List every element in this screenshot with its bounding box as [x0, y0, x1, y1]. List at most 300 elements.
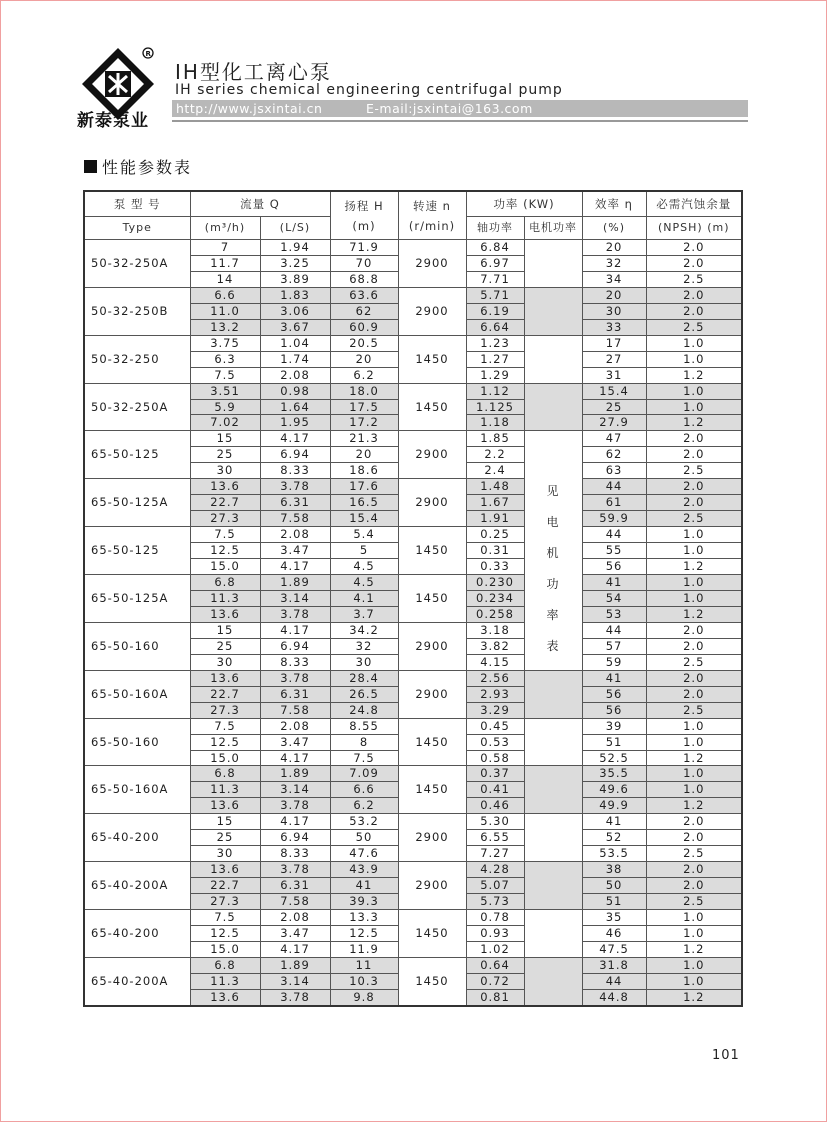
- efficiency-cell: 56: [582, 702, 646, 718]
- npsh-cell: 2.0: [646, 830, 742, 846]
- npsh-cell: 2.5: [646, 319, 742, 335]
- npsh-cell: 1.2: [646, 989, 742, 1005]
- flow-ls-cell: 1.83: [260, 287, 330, 303]
- head-cell: 5: [330, 543, 398, 559]
- flow-m3h-cell: 12.5: [190, 543, 260, 559]
- npsh-cell: 1.2: [646, 559, 742, 575]
- shaft-power-cell: 0.230: [466, 575, 524, 591]
- flow-m3h-cell: 27.3: [190, 511, 260, 527]
- flow-ls-cell: 3.78: [260, 606, 330, 622]
- speed-cell: 1450: [398, 335, 466, 383]
- motor-power-cell: [524, 814, 582, 862]
- flow-ls-cell: 7.58: [260, 511, 330, 527]
- npsh-cell: 2.0: [646, 431, 742, 447]
- efficiency-cell: 52.5: [582, 750, 646, 766]
- shaft-power-cell: 0.58: [466, 750, 524, 766]
- table-row: [84, 910, 742, 926]
- shaft-power-cell: 2.4: [466, 463, 524, 479]
- npsh-cell: 2.0: [646, 287, 742, 303]
- flow-m3h-cell: 7.5: [190, 718, 260, 734]
- model-cell: 50-32-250A: [84, 383, 190, 431]
- efficiency-cell: 52: [582, 830, 646, 846]
- shaft-power-cell: 1.48: [466, 479, 524, 495]
- speed-cell: 1450: [398, 383, 466, 431]
- header-flow-m3h: (m³/h): [190, 217, 260, 240]
- flow-ls-cell: 6.31: [260, 878, 330, 894]
- speed-cell: 1450: [398, 527, 466, 575]
- flow-ls-cell: 8.33: [260, 654, 330, 670]
- flow-ls-cell: 1.89: [260, 957, 330, 973]
- head-cell: 15.4: [330, 511, 398, 527]
- table-row: [84, 766, 742, 782]
- efficiency-cell: 31.8: [582, 957, 646, 973]
- efficiency-cell: 41: [582, 575, 646, 591]
- flow-m3h-cell: 11.3: [190, 590, 260, 606]
- shaft-power-cell: 5.73: [466, 894, 524, 910]
- head-cell: 17.2: [330, 415, 398, 431]
- motor-power-cell: [524, 287, 582, 335]
- shaft-power-cell: 0.93: [466, 925, 524, 941]
- speed-cell: 2900: [398, 622, 466, 670]
- shaft-power-cell: 1.18: [466, 415, 524, 431]
- flow-ls-cell: 6.94: [260, 638, 330, 654]
- shaft-power-cell: 0.31: [466, 543, 524, 559]
- shaft-power-cell: 3.18: [466, 622, 524, 638]
- flow-ls-cell: 3.14: [260, 782, 330, 798]
- efficiency-cell: 56: [582, 686, 646, 702]
- flow-m3h-cell: 13.6: [190, 479, 260, 495]
- head-cell: 30: [330, 654, 398, 670]
- head-cell: 6.2: [330, 367, 398, 383]
- shaft-power-cell: 5.07: [466, 878, 524, 894]
- npsh-cell: 1.0: [646, 910, 742, 926]
- flow-m3h-cell: 13.2: [190, 319, 260, 335]
- speed-cell: 1450: [398, 575, 466, 623]
- flow-ls-cell: 7.58: [260, 894, 330, 910]
- npsh-cell: 2.0: [646, 303, 742, 319]
- motor-power-cell: [524, 383, 582, 431]
- model-cell: 65-50-160A: [84, 670, 190, 718]
- head-cell: 11.9: [330, 941, 398, 957]
- table-row: [84, 240, 742, 256]
- head-cell: 32: [330, 638, 398, 654]
- flow-m3h-cell: 6.6: [190, 287, 260, 303]
- page-title-cn: IH型化工离心泵: [175, 60, 332, 84]
- npsh-cell: 1.0: [646, 335, 742, 351]
- shaft-power-cell: 0.41: [466, 782, 524, 798]
- flow-m3h-cell: 25: [190, 638, 260, 654]
- head-cell: 20: [330, 447, 398, 463]
- flow-ls-cell: 1.89: [260, 575, 330, 591]
- model-cell: 65-50-125: [84, 527, 190, 575]
- shaft-power-cell: 7.71: [466, 271, 524, 287]
- efficiency-cell: 33: [582, 319, 646, 335]
- npsh-cell: 1.0: [646, 399, 742, 415]
- shaft-power-cell: 3.82: [466, 638, 524, 654]
- flow-ls-cell: 3.78: [260, 798, 330, 814]
- npsh-cell: 1.0: [646, 766, 742, 782]
- flow-m3h-cell: 6.3: [190, 351, 260, 367]
- flow-m3h-cell: 22.7: [190, 495, 260, 511]
- efficiency-cell: 34: [582, 271, 646, 287]
- npsh-cell: 1.0: [646, 718, 742, 734]
- shaft-power-cell: 5.30: [466, 814, 524, 830]
- flow-m3h-cell: 13.6: [190, 670, 260, 686]
- flow-m3h-cell: 15.0: [190, 941, 260, 957]
- model-cell: 50-32-250A: [84, 240, 190, 288]
- flow-m3h-cell: 7.5: [190, 910, 260, 926]
- npsh-cell: 1.0: [646, 973, 742, 989]
- flow-m3h-cell: 25: [190, 447, 260, 463]
- efficiency-cell: 57: [582, 638, 646, 654]
- efficiency-cell: 32: [582, 255, 646, 271]
- model-cell: 65-40-200A: [84, 957, 190, 1005]
- speed-cell: 2900: [398, 240, 466, 288]
- npsh-cell: 2.5: [646, 702, 742, 718]
- efficiency-cell: 17: [582, 335, 646, 351]
- head-cell: 3.7: [330, 606, 398, 622]
- head-cell: 41: [330, 878, 398, 894]
- efficiency-cell: 51: [582, 734, 646, 750]
- shaft-power-cell: 1.23: [466, 335, 524, 351]
- shaft-power-cell: 7.27: [466, 846, 524, 862]
- npsh-cell: 1.2: [646, 415, 742, 431]
- shaft-power-cell: 0.81: [466, 989, 524, 1005]
- shaft-power-cell: 0.46: [466, 798, 524, 814]
- npsh-cell: 2.0: [646, 862, 742, 878]
- head-cell: 12.5: [330, 925, 398, 941]
- flow-m3h-cell: 7.02: [190, 415, 260, 431]
- efficiency-cell: 61: [582, 495, 646, 511]
- flow-m3h-cell: 7.5: [190, 527, 260, 543]
- header-head-unit: (m): [352, 218, 376, 233]
- npsh-cell: 2.0: [646, 638, 742, 654]
- flow-ls-cell: 8.33: [260, 463, 330, 479]
- efficiency-cell: 38: [582, 862, 646, 878]
- flow-ls-cell: 3.78: [260, 989, 330, 1005]
- head-cell: 20: [330, 351, 398, 367]
- section-title: 性能参数表: [102, 158, 193, 177]
- flow-m3h-cell: 27.3: [190, 702, 260, 718]
- section-bullet-icon: [84, 160, 97, 173]
- shaft-power-cell: 0.64: [466, 957, 524, 973]
- flow-ls-cell: 7.58: [260, 702, 330, 718]
- table-row: [84, 527, 742, 543]
- npsh-cell: 1.0: [646, 782, 742, 798]
- flow-ls-cell: 2.08: [260, 527, 330, 543]
- flow-m3h-cell: 12.5: [190, 734, 260, 750]
- motor-power-cell: [524, 766, 582, 814]
- flow-ls-cell: 3.78: [260, 862, 330, 878]
- header-power: 功率 (KW): [466, 191, 582, 217]
- model-cell: 65-50-160A: [84, 766, 190, 814]
- npsh-cell: 2.0: [646, 622, 742, 638]
- flow-m3h-cell: 11.7: [190, 255, 260, 271]
- header-flow: 流量 Q: [190, 191, 330, 217]
- head-cell: 20.5: [330, 335, 398, 351]
- head-cell: 26.5: [330, 686, 398, 702]
- flow-m3h-cell: 13.6: [190, 798, 260, 814]
- efficiency-cell: 41: [582, 670, 646, 686]
- page-title-en: IH series chemical engineering centrifugal pump: [175, 82, 563, 98]
- model-cell: 65-50-125A: [84, 479, 190, 527]
- efficiency-cell: 35: [582, 910, 646, 926]
- header-speed-unit: (r/min): [408, 218, 456, 233]
- efficiency-cell: 20: [582, 287, 646, 303]
- head-cell: 6.6: [330, 782, 398, 798]
- efficiency-cell: 35.5: [582, 766, 646, 782]
- flow-m3h-cell: 30: [190, 463, 260, 479]
- speed-cell: 2900: [398, 814, 466, 862]
- npsh-cell: 1.0: [646, 925, 742, 941]
- efficiency-cell: 55: [582, 543, 646, 559]
- npsh-cell: 1.0: [646, 543, 742, 559]
- npsh-cell: 2.5: [646, 654, 742, 670]
- npsh-cell: 1.0: [646, 351, 742, 367]
- table-row: [84, 479, 742, 495]
- head-cell: 18.0: [330, 383, 398, 399]
- website-link[interactable]: http://www.jsxintai.cn: [176, 101, 323, 116]
- flow-m3h-cell: 22.7: [190, 878, 260, 894]
- efficiency-cell: 31: [582, 367, 646, 383]
- shaft-power-cell: 1.12: [466, 383, 524, 399]
- performance-table-wrapper: [83, 190, 741, 1008]
- flow-m3h-cell: 6.8: [190, 766, 260, 782]
- header-npsh-unit: (NPSH) (m): [646, 217, 742, 240]
- head-cell: 11: [330, 957, 398, 973]
- shaft-power-cell: 1.125: [466, 399, 524, 415]
- efficiency-cell: 49.6: [582, 782, 646, 798]
- flow-m3h-cell: 7.5: [190, 367, 260, 383]
- head-cell: 53.2: [330, 814, 398, 830]
- flow-m3h-cell: 15.0: [190, 750, 260, 766]
- flow-ls-cell: 3.47: [260, 543, 330, 559]
- svg-text:R: R: [145, 50, 151, 58]
- shaft-power-cell: 1.02: [466, 941, 524, 957]
- flow-ls-cell: 3.47: [260, 734, 330, 750]
- speed-cell: 1450: [398, 766, 466, 814]
- npsh-cell: 1.0: [646, 957, 742, 973]
- flow-m3h-cell: 12.5: [190, 925, 260, 941]
- shaft-power-cell: 2.2: [466, 447, 524, 463]
- npsh-cell: 2.0: [646, 670, 742, 686]
- table-row: [84, 957, 742, 973]
- motor-power-cell: [524, 718, 582, 766]
- efficiency-cell: 44: [582, 527, 646, 543]
- flow-ls-cell: 3.67: [260, 319, 330, 335]
- performance-table-body: [84, 240, 742, 1006]
- flow-ls-cell: 4.17: [260, 431, 330, 447]
- head-cell: 7.09: [330, 766, 398, 782]
- flow-m3h-cell: 30: [190, 654, 260, 670]
- shaft-power-cell: 0.72: [466, 973, 524, 989]
- npsh-cell: 2.0: [646, 447, 742, 463]
- head-cell: 71.9: [330, 240, 398, 256]
- efficiency-cell: 15.4: [582, 383, 646, 399]
- efficiency-cell: 63: [582, 463, 646, 479]
- npsh-cell: 2.0: [646, 495, 742, 511]
- head-cell: 18.6: [330, 463, 398, 479]
- model-cell: 65-40-200: [84, 814, 190, 862]
- model-cell: 65-50-125: [84, 431, 190, 479]
- header-npsh: 必需汽蚀余量: [646, 191, 742, 217]
- speed-cell: 1450: [398, 718, 466, 766]
- model-cell: 65-50-160: [84, 622, 190, 670]
- flow-ls-cell: 6.31: [260, 686, 330, 702]
- npsh-cell: 2.5: [646, 846, 742, 862]
- flow-m3h-cell: 15: [190, 622, 260, 638]
- table-row: [84, 431, 742, 447]
- shaft-power-cell: 0.234: [466, 590, 524, 606]
- efficiency-cell: 39: [582, 718, 646, 734]
- shaft-power-cell: 1.85: [466, 431, 524, 447]
- model-cell: 65-50-160: [84, 718, 190, 766]
- shaft-power-cell: 1.91: [466, 511, 524, 527]
- flow-ls-cell: 4.17: [260, 559, 330, 575]
- npsh-cell: 2.0: [646, 240, 742, 256]
- shaft-power-cell: 5.71: [466, 287, 524, 303]
- flow-ls-cell: 1.89: [260, 766, 330, 782]
- flow-m3h-cell: 15: [190, 814, 260, 830]
- head-cell: 10.3: [330, 973, 398, 989]
- head-cell: 50: [330, 830, 398, 846]
- flow-ls-cell: 3.89: [260, 271, 330, 287]
- npsh-cell: 2.5: [646, 894, 742, 910]
- logo-text: 新泰泵业: [77, 111, 149, 131]
- efficiency-cell: 62: [582, 447, 646, 463]
- shaft-power-cell: 6.97: [466, 255, 524, 271]
- motor-note-char: 机: [546, 545, 560, 560]
- npsh-cell: 2.5: [646, 271, 742, 287]
- flow-m3h-cell: 6.8: [190, 957, 260, 973]
- flow-ls-cell: 3.06: [260, 303, 330, 319]
- efficiency-cell: 46: [582, 925, 646, 941]
- shaft-power-cell: 6.84: [466, 240, 524, 256]
- head-cell: 8.55: [330, 718, 398, 734]
- shaft-power-cell: 1.29: [466, 367, 524, 383]
- efficiency-cell: 59: [582, 654, 646, 670]
- shaft-power-cell: 4.28: [466, 862, 524, 878]
- head-cell: 28.4: [330, 670, 398, 686]
- flow-ls-cell: 1.94: [260, 240, 330, 256]
- efficiency-cell: 59.9: [582, 511, 646, 527]
- flow-m3h-cell: 15.0: [190, 559, 260, 575]
- flow-ls-cell: 4.17: [260, 941, 330, 957]
- speed-cell: 1450: [398, 910, 466, 958]
- npsh-cell: 1.0: [646, 527, 742, 543]
- flow-m3h-cell: 3.51: [190, 383, 260, 399]
- flow-m3h-cell: 15: [190, 431, 260, 447]
- efficiency-cell: 54: [582, 590, 646, 606]
- efficiency-cell: 30: [582, 303, 646, 319]
- npsh-cell: 2.0: [646, 814, 742, 830]
- shaft-power-cell: 2.93: [466, 686, 524, 702]
- head-cell: 4.5: [330, 575, 398, 591]
- npsh-cell: 1.2: [646, 367, 742, 383]
- speed-cell: 1450: [398, 957, 466, 1005]
- efficiency-cell: 50: [582, 878, 646, 894]
- shaft-power-cell: 0.45: [466, 718, 524, 734]
- head-cell: 21.3: [330, 431, 398, 447]
- shaft-power-cell: 1.27: [466, 351, 524, 367]
- head-cell: 6.2: [330, 798, 398, 814]
- shaft-power-cell: 0.53: [466, 734, 524, 750]
- flow-m3h-cell: 11.3: [190, 973, 260, 989]
- npsh-cell: 2.5: [646, 511, 742, 527]
- shaft-power-cell: 0.37: [466, 766, 524, 782]
- efficiency-cell: 47: [582, 431, 646, 447]
- flow-ls-cell: 6.31: [260, 495, 330, 511]
- motor-note-char: 表: [546, 638, 560, 653]
- speed-cell: 2900: [398, 862, 466, 910]
- header-divider: [172, 120, 748, 122]
- flow-ls-cell: 2.08: [260, 910, 330, 926]
- performance-table: [83, 190, 743, 1007]
- model-cell: 50-32-250: [84, 335, 190, 383]
- speed-cell: 2900: [398, 287, 466, 335]
- motor-power-cell: [524, 862, 582, 910]
- efficiency-cell: 49.9: [582, 798, 646, 814]
- table-row: [84, 575, 742, 591]
- table-row: [84, 622, 742, 638]
- shaft-power-cell: 0.25: [466, 527, 524, 543]
- flow-ls-cell: 4.17: [260, 814, 330, 830]
- flow-ls-cell: 4.17: [260, 750, 330, 766]
- motor-power-cell: [524, 670, 582, 718]
- flow-ls-cell: 3.14: [260, 590, 330, 606]
- header-motor-power: 电机功率: [524, 217, 582, 240]
- table-row: [84, 670, 742, 686]
- flow-m3h-cell: 14: [190, 271, 260, 287]
- head-cell: 7.5: [330, 750, 398, 766]
- motor-power-cell: [524, 957, 582, 1005]
- flow-ls-cell: 6.94: [260, 447, 330, 463]
- npsh-cell: 1.0: [646, 383, 742, 399]
- efficiency-cell: 47.5: [582, 941, 646, 957]
- header-flow-ls: (L/S): [260, 217, 330, 240]
- npsh-cell: 2.0: [646, 255, 742, 271]
- shaft-power-cell: 2.56: [466, 670, 524, 686]
- efficiency-cell: 44: [582, 622, 646, 638]
- motor-note-char: 见: [546, 483, 560, 498]
- flow-ls-cell: 0.98: [260, 383, 330, 399]
- table-row: [84, 862, 742, 878]
- head-cell: 39.3: [330, 894, 398, 910]
- head-cell: 62: [330, 303, 398, 319]
- model-cell: 65-40-200A: [84, 862, 190, 910]
- head-cell: 63.6: [330, 287, 398, 303]
- email-link[interactable]: E-mail:jsxintai@163.com: [366, 101, 533, 116]
- npsh-cell: 1.0: [646, 575, 742, 591]
- motor-power-cell: [524, 335, 582, 383]
- flow-ls-cell: 3.14: [260, 973, 330, 989]
- speed-cell: 2900: [398, 479, 466, 527]
- flow-ls-cell: 3.47: [260, 925, 330, 941]
- flow-ls-cell: 2.08: [260, 718, 330, 734]
- npsh-cell: 1.2: [646, 941, 742, 957]
- efficiency-cell: 53: [582, 606, 646, 622]
- efficiency-cell: 44: [582, 973, 646, 989]
- head-cell: 34.2: [330, 622, 398, 638]
- shaft-power-cell: 4.15: [466, 654, 524, 670]
- flow-ls-cell: 1.74: [260, 351, 330, 367]
- motor-note-char: 电: [546, 514, 560, 529]
- motor-note-char: 功: [546, 576, 560, 591]
- header-speed: [398, 191, 466, 240]
- head-cell: 17.6: [330, 479, 398, 495]
- flow-m3h-cell: 25: [190, 830, 260, 846]
- head-cell: 9.8: [330, 989, 398, 1005]
